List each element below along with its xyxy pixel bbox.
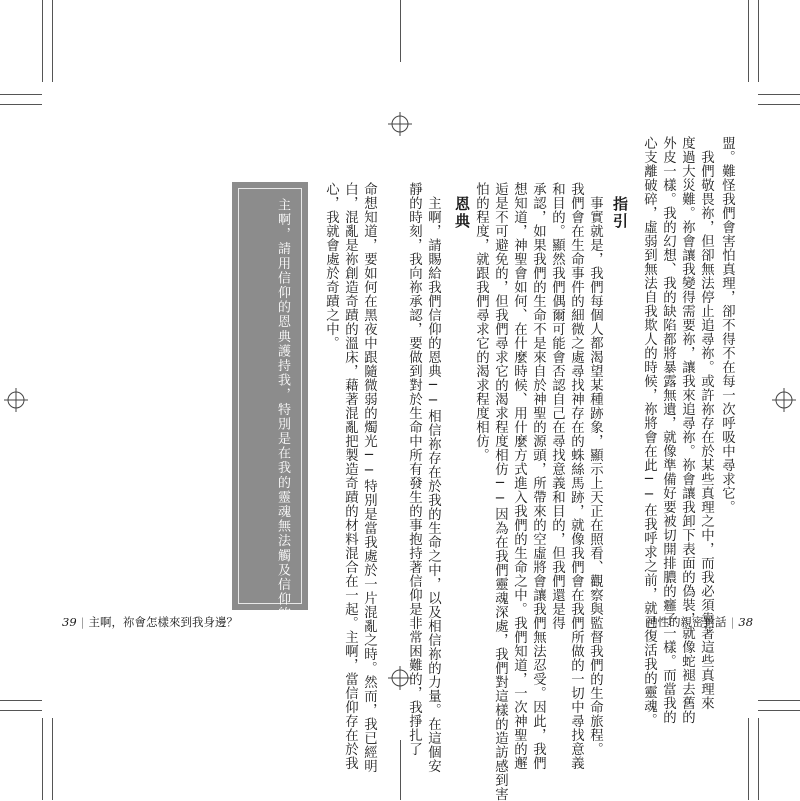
crop-mark: [52, 718, 53, 800]
body-text-column: 我們敬畏祢，但卻無法停止追尋祢。或許祢存在於某些真理之中，而我必須靠著這些真理來: [698, 150, 714, 710]
page-footer-right: 神性的親密對話 | 38: [646, 615, 754, 629]
body-text-column: 和目的。顯然我們偶爾可能會否認自己在尋找意義和目的，但我們還是得: [549, 182, 565, 630]
body-text-column: 我們會在生命事件的細微之處尋找神存在的蛛絲馬跡，就像我們會在我們所做的一切中尋找意義: [568, 182, 584, 770]
body-text-column: 心，我就會處於奇蹟之中。: [323, 182, 339, 350]
body-text-column: 命想知道，要如何在黑夜中跟隨微弱的燭光──特別是當我處於一片混亂之時。然而，我已經明: [361, 182, 377, 774]
running-title: 主啊，祢會怎樣來到我身邊？: [88, 615, 239, 629]
page-footer-left: 39 | 主啊，祢會怎樣來到我身邊？: [62, 615, 239, 629]
body-text-column: 主啊，請賜給我們信仰的恩典──相信祢存在於我的生命之中，以及相信祢的力量。在這個安: [425, 196, 441, 774]
body-text-column: 想知道，神聖會如何、在什麼時候、用什麼方式進入我們的生命之中。我們知道，一次神聖的邂: [511, 182, 527, 770]
registration-mark-icon: [388, 112, 412, 136]
crop-mark: [42, 718, 43, 800]
crop-mark: [748, 718, 749, 800]
crop-mark: [52, 0, 53, 82]
crop-mark: [42, 0, 43, 82]
crop-mark: [758, 718, 759, 800]
center-fold-mark: [400, 740, 401, 800]
crop-mark: [758, 700, 800, 701]
body-text-column: 怕的程度，就跟我們尋求它的渴求程度相仿。: [473, 182, 489, 462]
registration-mark-icon: [772, 388, 796, 412]
crop-mark: [0, 700, 42, 701]
body-text-column: 度過大災難。祢會讓我變得需要祢，讓我來追尋祢。祢會讓我卸下表面的偽裝，就像蛇褪去舊的: [679, 136, 695, 724]
crop-mark: [758, 710, 800, 711]
body-text-column: 白，混亂是祢創造奇蹟的溫床，藉著混亂把製造奇蹟的材料混合在一起。主啊，當信仰存在於我: [342, 182, 358, 770]
running-title: 神性的親密對話: [646, 615, 727, 629]
page-number: 38: [738, 615, 754, 629]
body-text-column: 盟。難怪我們會害怕真理，卻不得不在每一次呼吸中尋求它。: [719, 136, 735, 514]
prayer-text-column: 主啊，請用信仰的恩典護持我，特別是在我的靈魂無法觸及信仰的力量之時。: [275, 198, 290, 695]
body-text-column: 靜的時刻，我向祢承認，要做到對於生命中所有發生的事抱持著信仰是非常困難的，我掙扎了: [406, 182, 422, 756]
crop-mark: [748, 0, 749, 82]
crop-mark: [0, 710, 42, 711]
prayer-box: [232, 182, 308, 695]
page-number: 39: [62, 615, 77, 629]
center-fold-mark: [400, 0, 401, 62]
body-text-column: 承認，如果我們的生命不是來自於神聖的源頭，所帶來的空虛將會讓我們無法忍受。因此，我們: [530, 182, 546, 770]
crop-mark: [758, 0, 759, 82]
body-text-column: 逅是不可避免的，但我們尋求它的渴求程度相仿──因為在我們靈魂深處，我們對這樣的造訪感到害: [492, 182, 508, 801]
crop-mark: [758, 94, 800, 95]
crop-mark: [0, 104, 42, 105]
body-text-column: 心支離破碎，虛弱到無法自我欺人的時候，祢將會在此──在我呼求之前，就已復活我的靈魂。: [641, 136, 657, 728]
crop-mark: [758, 104, 800, 105]
prayer-box-frame: [238, 188, 302, 604]
body-text-column: 外皮一樣。我的幻想、我的缺陷都將暴露無遺，就像準備好要被切開排膿的癰子一樣。而當我的: [660, 136, 676, 724]
crop-mark: [0, 94, 42, 95]
section-heading-guidance: 指引: [611, 196, 629, 230]
registration-mark-icon: [4, 388, 28, 412]
body-text-column: 事實就是，我們每個人都渴望某種跡象，顯示上天正在照看、觀察與監督我們的生命旅程。: [587, 196, 603, 756]
section-heading-grace: 恩典: [453, 196, 471, 230]
